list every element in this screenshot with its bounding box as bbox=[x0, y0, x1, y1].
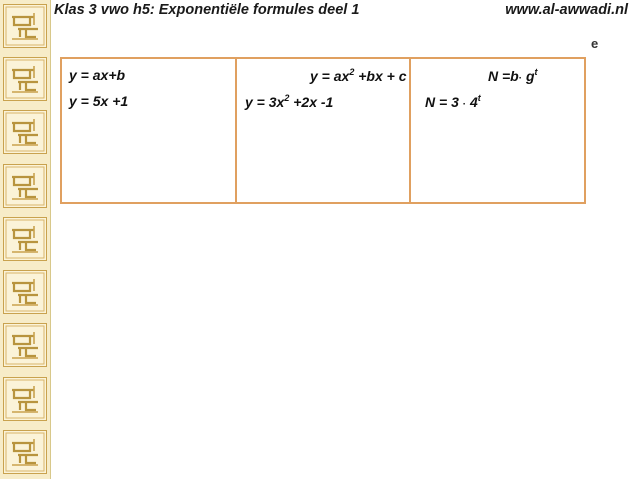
calligraphy-tile-icon bbox=[3, 217, 47, 261]
decorative-sidebar bbox=[0, 0, 51, 479]
calligraphy-tile-icon bbox=[3, 110, 47, 154]
calligraphy-tile-icon bbox=[3, 164, 47, 208]
exponential-formula-example: $N = 3 \cdot 4^t$ bbox=[425, 93, 481, 110]
quadratic-formula-general: $y = ax^2 +bx + c$ bbox=[310, 67, 407, 84]
linear-formula-general: y = ax+b bbox=[69, 67, 126, 83]
website-link[interactable]: www.al-awwadi.nl bbox=[505, 2, 628, 18]
calligraphy-tile-icon bbox=[3, 377, 47, 421]
calligraphy-tile-icon bbox=[3, 4, 47, 48]
calligraphy-tile-icon bbox=[3, 270, 47, 314]
page-title: Klas 3 vwo h5: Exponentiële formules deel 1 bbox=[54, 2, 360, 18]
table-divider-2 bbox=[409, 57, 411, 204]
calligraphy-tile-icon bbox=[3, 323, 47, 367]
calligraphy-tile-icon bbox=[3, 57, 47, 101]
linear-formula-example: y = 5x +1 bbox=[69, 93, 129, 109]
table-divider-1 bbox=[235, 57, 237, 204]
calligraphy-tile-icon bbox=[3, 430, 47, 474]
exponential-formula-general: $N =b\cdot g^t$ bbox=[488, 67, 538, 84]
quadratic-formula-example: $y = 3x^2 +2x$ -1 bbox=[245, 93, 334, 110]
stray-character: e bbox=[591, 36, 599, 51]
